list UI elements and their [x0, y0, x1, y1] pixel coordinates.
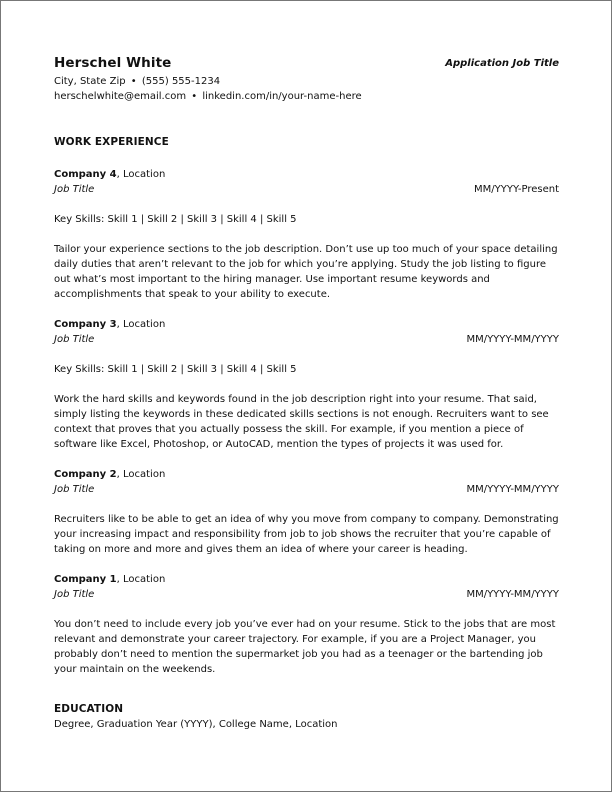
job-description: Recruiters like to be able to get an idea of why you move from company to company. Demonstrating your increasing impact and responsibility from job to job shows the recruiter that you’re capable of taking on more and more and gives them an idea of where your career is heading. — [54, 514, 559, 555]
email-text: herschelwhite@email.com — [54, 91, 187, 102]
job-entry — [54, 572, 559, 677]
application-job-title: Application Job Title — [445, 58, 559, 69]
key-skills: Key Skills: Skill 1 | Skill 2 | Skill 3 | Skill 4 | Skill 5 — [54, 364, 297, 375]
key-skills: Key Skills: Skill 1 | Skill 2 | Skill 3 | Skill 4 | Skill 5 — [54, 214, 297, 225]
job-title: Job Title — [54, 484, 95, 495]
company-location: Location — [122, 319, 166, 330]
company-location: Location — [122, 169, 166, 180]
linkedin-text: linkedin.com/in/your-name-here — [202, 91, 362, 102]
title-row — [54, 332, 559, 347]
job-title: Job Title — [54, 334, 95, 345]
resume-header — [54, 54, 559, 74]
job-entry — [54, 467, 559, 557]
title-row — [54, 482, 559, 497]
candidate-name: Herschel White — [54, 55, 172, 71]
education-heading: EDUCATION — [54, 703, 124, 715]
company-name: Company 3 — [54, 319, 117, 330]
work-experience-heading: WORK EXPERIENCE — [54, 136, 169, 148]
contact-line-2 — [54, 89, 559, 104]
title-row — [54, 587, 559, 602]
company-line: Company 1, Location — [54, 574, 166, 585]
company-location: Location — [122, 469, 166, 480]
company-name: Company 4 — [54, 169, 117, 180]
job-dates: MM/YYYY-Present — [474, 184, 559, 195]
bullet-separator: • — [130, 76, 137, 87]
title-row — [54, 182, 559, 197]
bullet-separator: • — [191, 91, 198, 102]
phone-text: (555) 555-1234 — [141, 76, 221, 87]
job-dates: MM/YYYY-MM/YYYY — [466, 589, 559, 600]
company-line: Company 4, Location — [54, 169, 166, 180]
job-entry — [54, 317, 559, 452]
location-text: City, State Zip — [54, 76, 126, 87]
job-dates: MM/YYYY-MM/YYYY — [466, 484, 559, 495]
contact-line-1 — [54, 74, 559, 89]
job-description: Work the hard skills and keywords found in the job description right into your resume. That said, simply listing the keywords in these dedicated skills sections is not enough. Recruiters want to see context that proves that you actually possess the skill. For example, if you mention a piece of software like Excel, Photoshop, or AutoCAD, mention the types of projects it was used for. — [54, 394, 549, 450]
job-description: Tailor your experience sections to the job description. Don’t use up too much of your space detailing daily duties that aren’t relevant to the job for which you’re applying. Study the job listing to figure out what’s most important to the hiring manager. Use important resume keywords and accomplishments that speak to your ability to execute. — [54, 244, 558, 300]
company-line: Company 2, Location — [54, 469, 166, 480]
resume-content — [54, 54, 559, 732]
company-name: Company 1 — [54, 574, 117, 585]
job-description: You don’t need to include every job you’ve ever had on your resume. Stick to the jobs that are most relevant and demonstrate your career trajectory. For example, if you are a Project Manager, you probably don’t need to mention the supermarket job you had as a teenager or the bartending job your maintain on the weekends. — [54, 619, 556, 675]
company-location: Location — [122, 574, 166, 585]
job-entry — [54, 167, 559, 302]
company-name: Company 2 — [54, 469, 117, 480]
job-title: Job Title — [54, 184, 95, 195]
education-line: Degree, Graduation Year (YYYY), College Name, Location — [54, 719, 338, 730]
job-title: Job Title — [54, 589, 95, 600]
company-line: Company 3, Location — [54, 319, 166, 330]
job-dates: MM/YYYY-MM/YYYY — [466, 334, 559, 345]
